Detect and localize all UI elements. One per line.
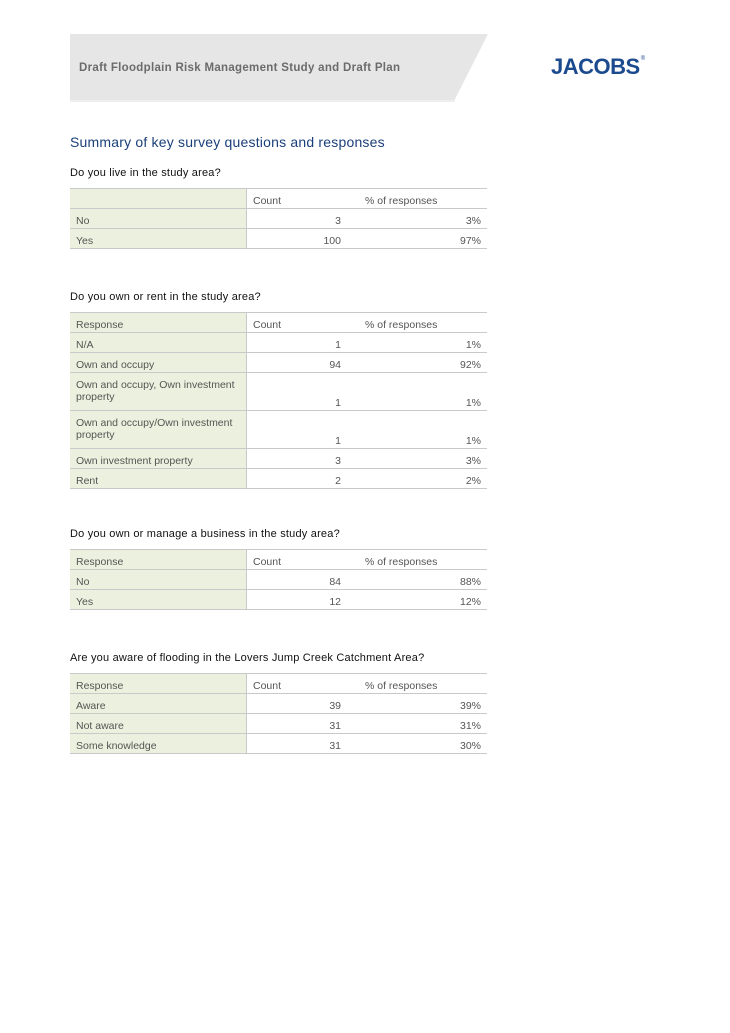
row-label: No bbox=[70, 209, 247, 229]
row-count: 94 bbox=[247, 353, 348, 373]
table-row bbox=[70, 694, 487, 714]
row-pct: 1% bbox=[347, 373, 487, 411]
header-pct: % of responses bbox=[347, 674, 487, 694]
header-response: Response bbox=[70, 313, 247, 333]
table-live-in-area bbox=[70, 188, 487, 249]
row-pct: 1% bbox=[347, 333, 487, 353]
row-pct: 3% bbox=[347, 449, 487, 469]
row-count: 2 bbox=[247, 469, 348, 489]
table-row bbox=[70, 209, 487, 229]
header-pct: % of responses bbox=[347, 189, 487, 209]
row-label: Aware bbox=[70, 694, 247, 714]
table-row bbox=[70, 469, 487, 489]
row-label: Not aware bbox=[70, 714, 247, 734]
row-count: 1 bbox=[247, 373, 348, 411]
table-row bbox=[70, 590, 487, 610]
table-row bbox=[70, 373, 487, 411]
table-row bbox=[70, 411, 487, 449]
table-header-row bbox=[70, 674, 487, 694]
header-response bbox=[70, 189, 247, 209]
header-response: Response bbox=[70, 550, 247, 570]
row-label: Own and occupy bbox=[70, 353, 247, 373]
header-count: Count bbox=[247, 674, 348, 694]
table-header-row bbox=[70, 189, 487, 209]
table-row bbox=[70, 333, 487, 353]
header-count: Count bbox=[247, 189, 348, 209]
row-label: Yes bbox=[70, 229, 247, 249]
table-flood-awareness bbox=[70, 673, 487, 754]
header-response: Response bbox=[70, 674, 247, 694]
row-pct: 97% bbox=[347, 229, 487, 249]
row-count: 100 bbox=[247, 229, 348, 249]
row-label: Rent bbox=[70, 469, 247, 489]
table-row bbox=[70, 449, 487, 469]
row-pct: 31% bbox=[347, 714, 487, 734]
header-rule bbox=[70, 100, 455, 102]
row-count: 84 bbox=[247, 570, 348, 590]
header-count: Count bbox=[247, 313, 348, 333]
table-header-row bbox=[70, 550, 487, 570]
row-count: 31 bbox=[247, 734, 348, 754]
row-pct: 2% bbox=[347, 469, 487, 489]
row-pct: 12% bbox=[347, 590, 487, 610]
jacobs-logo bbox=[551, 54, 645, 80]
table-row bbox=[70, 570, 487, 590]
row-count: 3 bbox=[247, 449, 348, 469]
document-title: Draft Floodplain Risk Management Study and Draft Plan bbox=[79, 62, 401, 74]
question-live-in-area: Do you live in the study area? bbox=[70, 167, 221, 179]
row-count: 3 bbox=[247, 209, 348, 229]
row-pct: 30% bbox=[347, 734, 487, 754]
row-label: Some knowledge bbox=[70, 734, 247, 754]
header-pct: % of responses bbox=[347, 550, 487, 570]
question-own-or-rent: Do you own or rent in the study area? bbox=[70, 291, 261, 303]
table-row bbox=[70, 714, 487, 734]
table-header-row bbox=[70, 313, 487, 333]
table-row bbox=[70, 734, 487, 754]
table-business bbox=[70, 549, 487, 610]
row-count: 31 bbox=[247, 714, 348, 734]
row-label: N/A bbox=[70, 333, 247, 353]
row-count: 1 bbox=[247, 411, 348, 449]
header-pct: % of responses bbox=[347, 313, 487, 333]
row-pct: 1% bbox=[347, 411, 487, 449]
row-pct: 92% bbox=[347, 353, 487, 373]
row-pct: 3% bbox=[347, 209, 487, 229]
table-own-or-rent bbox=[70, 312, 487, 489]
row-pct: 88% bbox=[347, 570, 487, 590]
question-flood-awareness: Are you aware of flooding in the Lovers Jump Creek Catchment Area? bbox=[70, 652, 425, 664]
row-label: Own and occupy/Own investment property bbox=[70, 411, 247, 449]
row-count: 39 bbox=[247, 694, 348, 714]
row-count: 12 bbox=[247, 590, 348, 610]
registered-mark: ® bbox=[640, 56, 645, 62]
row-count: 1 bbox=[247, 333, 348, 353]
section-heading: Summary of key survey questions and responses bbox=[70, 134, 385, 150]
row-label: Yes bbox=[70, 590, 247, 610]
row-label: No bbox=[70, 570, 247, 590]
row-label: Own investment property bbox=[70, 449, 247, 469]
header-count: Count bbox=[247, 550, 348, 570]
logo-text: JACOBS bbox=[551, 54, 640, 79]
table-row bbox=[70, 353, 487, 373]
row-pct: 39% bbox=[347, 694, 487, 714]
question-business: Do you own or manage a business in the study area? bbox=[70, 528, 340, 540]
row-label: Own and occupy, Own investment property bbox=[70, 373, 247, 411]
table-row bbox=[70, 229, 487, 249]
